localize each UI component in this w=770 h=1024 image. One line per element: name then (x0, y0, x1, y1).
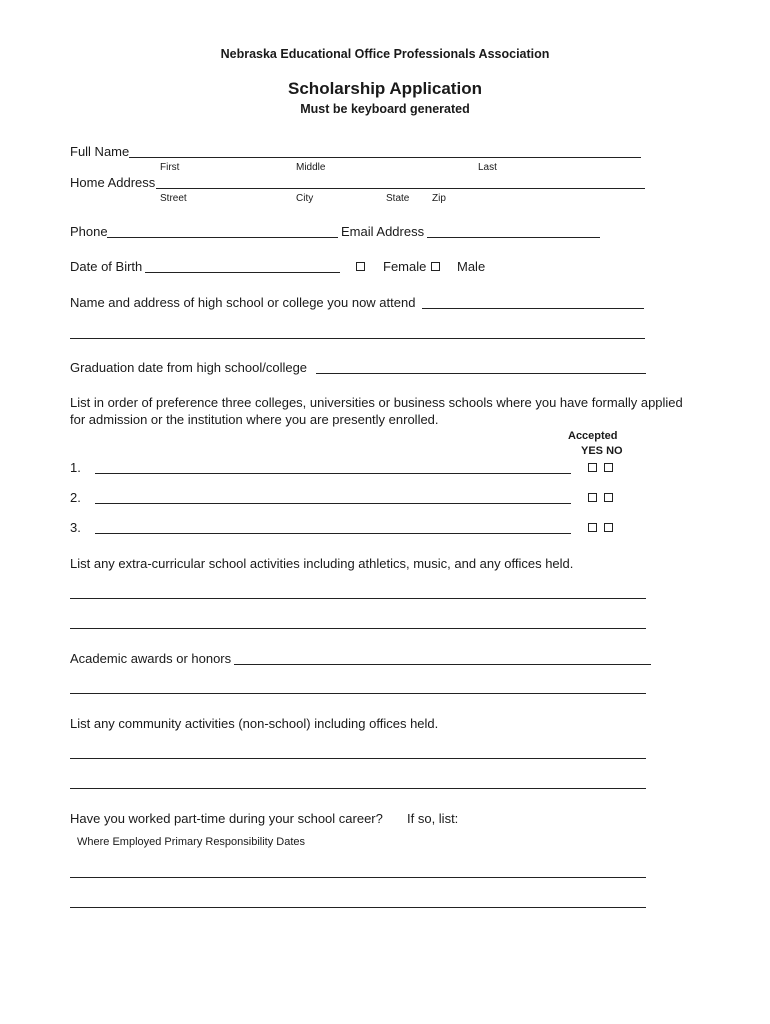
college-field-1[interactable] (95, 473, 571, 474)
awards-field-2[interactable] (70, 693, 646, 694)
last-sublabel: Last (478, 162, 497, 173)
phone-field[interactable] (107, 237, 338, 238)
email-label: Email Address (341, 224, 425, 239)
college-3-no-checkbox[interactable] (604, 523, 613, 532)
college-number-1: 1. (70, 460, 81, 475)
home-address-field[interactable] (156, 188, 645, 189)
form-title: Scholarship Application (288, 79, 482, 98)
organization-name: Nebraska Educational Office Professionals Association (220, 47, 550, 61)
awards-label: Academic awards or honors (70, 651, 232, 666)
female-label: Female (383, 259, 427, 274)
community-field-1[interactable] (70, 758, 646, 759)
first-sublabel: First (160, 162, 180, 173)
college-number-2: 2. (70, 490, 81, 505)
female-checkbox[interactable] (356, 262, 365, 271)
dob-field[interactable] (145, 272, 340, 273)
employment-field-1[interactable] (70, 877, 646, 878)
community-label: List any community activities (non-school) including offices held. (70, 716, 439, 731)
accepted-header: Accepted (568, 430, 618, 442)
yes-no-header: YES NO (581, 445, 623, 457)
dob-label: Date of Birth (70, 259, 143, 274)
college-1-yes-checkbox[interactable] (588, 463, 597, 472)
college-number-3: 3. (70, 520, 81, 535)
male-checkbox[interactable] (431, 262, 440, 271)
home-address-label: Home Address (70, 175, 156, 190)
activities-field-2[interactable] (70, 628, 646, 629)
graduation-label: Graduation date from high school/college (70, 360, 308, 375)
school-label: Name and address of high school or college you now attend (70, 295, 416, 310)
phone-label: Phone (70, 224, 108, 239)
school-field-line2[interactable] (70, 338, 645, 339)
college-field-3[interactable] (95, 533, 571, 534)
zip-sublabel: Zip (432, 193, 446, 204)
full-name-field[interactable] (129, 157, 641, 158)
college-2-no-checkbox[interactable] (604, 493, 613, 502)
male-label: Male (457, 259, 486, 274)
community-field-2[interactable] (70, 788, 646, 789)
awards-field[interactable] (234, 664, 651, 665)
colleges-instruction-line2: for admission or the institution where you are presently enrolled. (70, 412, 439, 427)
street-sublabel: Street (160, 193, 187, 204)
form-subtitle: Must be keyboard generated (300, 102, 470, 116)
employment-label: Have you worked part-time during your school career? (70, 811, 383, 826)
college-1-no-checkbox[interactable] (604, 463, 613, 472)
graduation-field[interactable] (316, 373, 646, 374)
college-3-yes-checkbox[interactable] (588, 523, 597, 532)
activities-field-1[interactable] (70, 598, 646, 599)
city-sublabel: City (296, 193, 314, 204)
activities-label: List any extra-curricular school activities including athletics, music, and any offices held. (70, 556, 574, 571)
email-field[interactable] (427, 237, 600, 238)
employment-columns: Where Employed Primary Responsibility Dates (77, 836, 306, 848)
employment-field-2[interactable] (70, 907, 646, 908)
state-sublabel: State (386, 193, 410, 204)
colleges-instruction-line1: List in order of preference three colleges, universities or business schools where you have formally applied (70, 395, 683, 410)
middle-sublabel: Middle (296, 162, 326, 173)
college-field-2[interactable] (95, 503, 571, 504)
college-2-yes-checkbox[interactable] (588, 493, 597, 502)
full-name-label: Full Name (70, 144, 130, 159)
employment-if-so: If so, list: (407, 811, 459, 826)
school-field[interactable] (422, 308, 644, 309)
